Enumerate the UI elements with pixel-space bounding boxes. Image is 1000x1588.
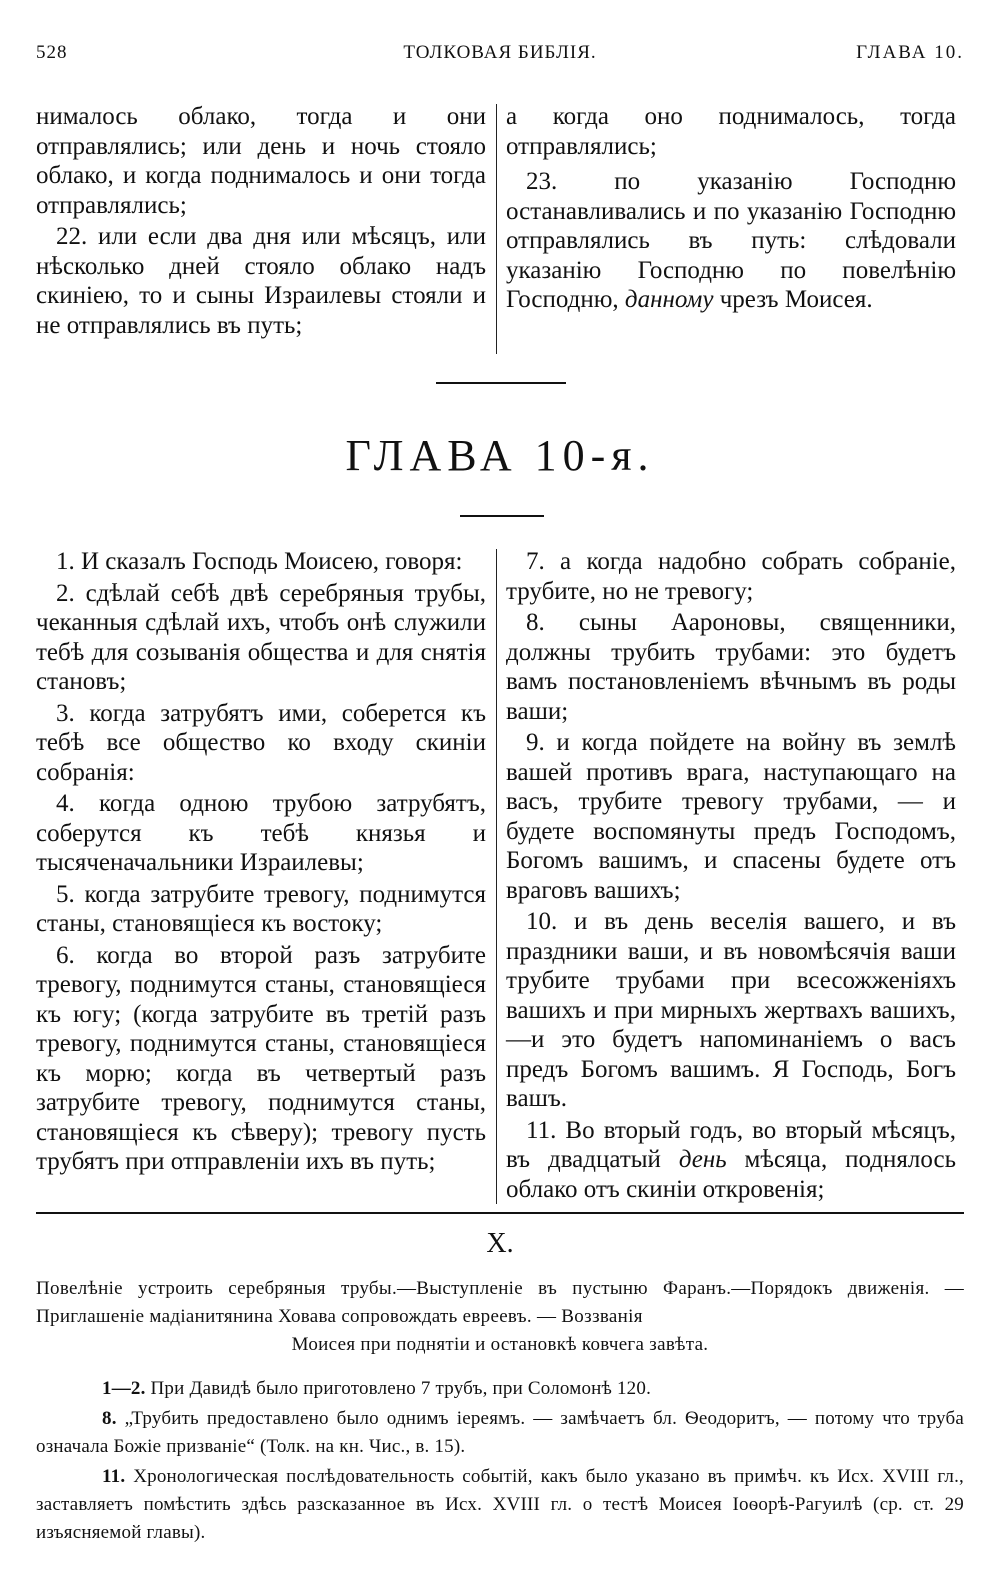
note-text: „Трубить предоставлено было однимъ іереямъ. — замѣчаетъ бл. Ѳеодоритъ, — потому что труба означала Божіе призваніе“ (Толк. на кн. Чис., в. 15). <box>36 1408 964 1457</box>
divider-above-heading <box>436 382 566 384</box>
running-header <box>36 30 964 70</box>
verse-10: 10. и въ день веселія вашего, и въ праздники ваши, и въ новомѣсячія ваши трубите трубами при всесожженіяхъ вашихъ и при мирныхъ жертвахъ вашихъ,—и это будетъ напоминаніемъ о васъ предъ Богомъ вашимъ. Я Господь, Богъ вашъ. <box>506 908 956 1112</box>
verse-11-text: 11. Во вторый годъ, во вторый мѣсяцъ, въ двадцатый <box>506 1116 956 1173</box>
note-ref: 1—2. <box>102 1378 146 1399</box>
verse-7: 7. а когда надобно собрать собраніе, трубите, но не тревогу; <box>506 548 956 605</box>
verse-6: 6. когда во второй разъ затрубите тревогу, поднимутся станы, становящіеся къ югу; (когда затрубите въ третій разъ тревогу, поднимутся станы, становящіеся къ морю; когда въ четвертый разъ затрубите тревогу, поднимутся станы, становящіеся къ сѣверу); тревогу пусть трубятъ при отправленіи ихъ въ путь; <box>36 941 486 1175</box>
note-verses-1-2 <box>36 1375 964 1403</box>
verse-23-end: чрезъ Моисея. <box>719 286 873 313</box>
chapter-heading: ГЛАВА 10-я. <box>345 431 655 480</box>
verse-11-italic: день <box>678 1146 727 1173</box>
note-verse-8 <box>36 1405 964 1461</box>
verse-8: 8. сыны Аароновы, священники, должны трубить трубами: это будетъ вамъ постановленіемъ вѣчнымъ въ роды ваши; <box>506 609 956 725</box>
verse-23 <box>506 167 956 315</box>
verse-22-continuation: а когда оно поднималось, тогда отправлялись; <box>506 103 956 160</box>
commentary-divider <box>36 1212 964 1214</box>
verse-11 <box>506 1116 956 1205</box>
note-ref: 8. <box>102 1408 117 1429</box>
note-verse-11 <box>36 1463 964 1547</box>
continuation-left-column <box>36 102 486 342</box>
commentary-notes <box>36 1375 964 1549</box>
book-page <box>36 30 964 1558</box>
verse-4: 4. когда одною трубою затрубятъ, соберутся къ тебѣ князья и тысяченачальники Израилевы; <box>36 790 486 876</box>
chapter-right-column <box>506 547 956 1206</box>
note-ref: 11. <box>102 1466 126 1487</box>
note-text: Хронологическая послѣдовательность событій, какъ было указано въ примѣч. къ Исх. XVIII гл., заставляетъ помѣстить здѣсь разсказанное въ Исх. XVIII гл. о тестѣ Моисея Іоѳорѣ-Рагуилѣ (ср. ст. 29 изъясняемой главы). <box>36 1466 964 1543</box>
verse-23-text: 23. по указанію Господню останавливались и по указанію Господню отправлялись въ путь: слѣдовали указанію Господню по повелѣнію Господню, <box>506 168 956 313</box>
continuation-columns <box>36 102 964 352</box>
continuation-right-column <box>506 102 956 317</box>
column-divider <box>496 104 497 354</box>
page-number: 528 <box>36 42 68 63</box>
chapter-left-column <box>36 547 486 1179</box>
verse-21-continuation: нималось облако, тогда и они отправлялись; или день и ночь стояло облако, и когда поднималось и они тогда отправлялись; <box>36 103 486 219</box>
verse-22: 22. или если два дня или мѣсяцъ, или нѣсколько дней стояло облако надъ скиніею, то и сыны Израилевы стояли и не отправлялись въ путь; <box>36 223 486 339</box>
verse-9: 9. и когда пойдете на войну въ землѣ вашей противъ врага, наступающаго на васъ, трубите тревогу трубами, — и будете воспомянуты предъ Господомъ, Богомъ вашимъ, и спасены будете отъ враговъ вашихъ; <box>506 729 956 904</box>
verse-11-end: мѣсяца, поднялось облако отъ скиніи откровенія; <box>506 1146 956 1203</box>
running-title: ТОЛКОВАЯ БИБЛІЯ. <box>403 42 597 63</box>
chapter-text-columns <box>36 547 964 1207</box>
note-text: При Давидѣ было приготовлено 7 трубъ, при Соломонѣ 120. <box>150 1378 652 1399</box>
verse-23-italic: данному <box>624 286 714 313</box>
commentary-section-numeral: X. <box>486 1228 514 1259</box>
verse-3: 3. когда затрубятъ ими, соберется къ тебѣ все общество ко входу скиніи собранія: <box>36 699 486 786</box>
verse-2: 2. сдѣлай себѣ двѣ серебряныя трубы, чеканныя сдѣлай ихъ, чтобъ онѣ служили тебѣ для созыванія общества и для снятія становъ; <box>36 579 486 695</box>
divider-below-heading <box>460 515 544 517</box>
verse-1: 1. И сказалъ Господь Моисею, говоря: <box>56 548 463 575</box>
verse-5: 5. когда затрубите тревогу, поднимутся станы, становящіеся къ востоку; <box>36 880 486 937</box>
commentary-summary <box>36 1275 964 1359</box>
summary-last-line: Моисея при поднятіи и остановкѣ ковчега завѣта. <box>291 1334 709 1355</box>
summary-main: Повелѣніе устроить серебряныя трубы.—Выступленіе въ пустыню Фаранъ.—Порядокъ движенія. — Приглашеніе мадіанитянина Ховава сопровождать евреевъ. — Воззванія <box>36 1278 964 1327</box>
column-divider <box>496 549 497 1204</box>
chapter-label: ГЛАВА 10. <box>856 42 964 63</box>
